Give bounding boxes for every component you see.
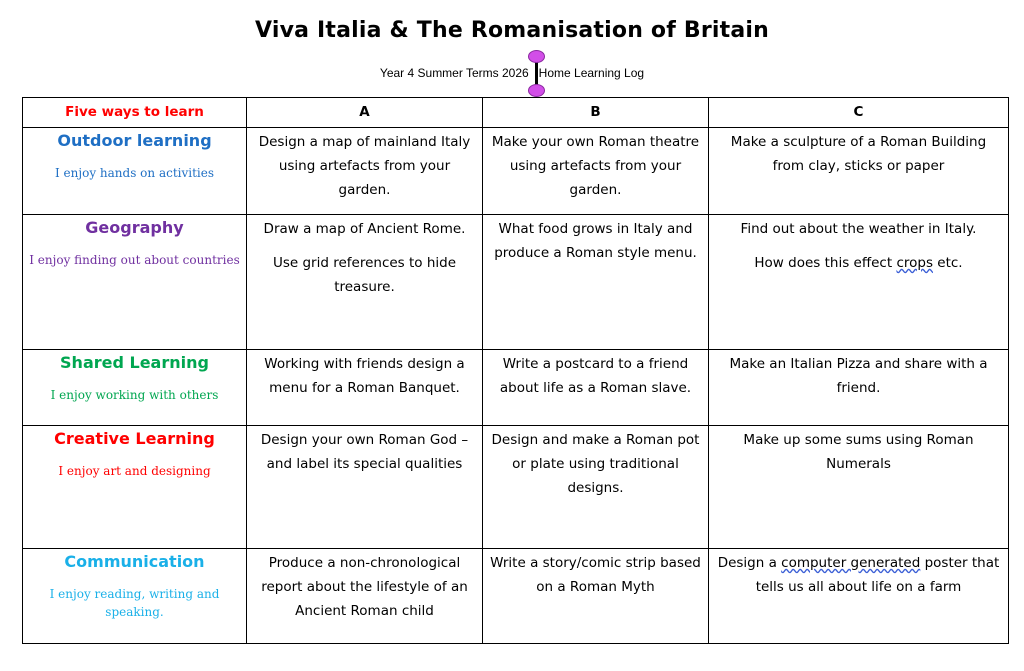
category-name: Creative Learning (54, 429, 215, 448)
category-geography (23, 215, 247, 350)
table-row-communication (23, 549, 1009, 644)
cell-text: poster that tells us all about life on a farm (755, 555, 1000, 595)
spellcheck-word[interactable]: crops (896, 255, 933, 271)
table-header-row (23, 98, 1009, 128)
document-title: Viva Italia & The Romanisation of Britain (255, 18, 769, 43)
cell-shared-c[interactable]: Make an Italian Pizza and share with a friend. (709, 350, 1009, 426)
cell-geography-c[interactable] (709, 215, 1009, 350)
category-desc: I enjoy hands on activities (54, 166, 215, 180)
subtitle-term: Year 4 Summer Terms 2026 (379, 66, 529, 80)
cell-text: How does this effect (754, 255, 897, 271)
cell-outdoor-a[interactable]: Design a map of mainland Italy using artefacts from your garden. (247, 128, 483, 215)
header-col-a: A (247, 98, 483, 128)
category-desc: I enjoy reading, writing and speaking. (49, 587, 220, 619)
category-name: Shared Learning (60, 353, 209, 372)
cell-communication-a[interactable]: Produce a non-chronological report about the lifestyle of an Ancient Roman child (247, 549, 483, 644)
cell-text: Draw a map of Ancient Rome. (263, 221, 466, 237)
table-row-shared (23, 350, 1009, 426)
header-col-c: C (709, 98, 1009, 128)
cell-text: Design a (717, 555, 782, 571)
category-communication (23, 549, 247, 644)
category-outdoor (23, 128, 247, 215)
header-five-ways: Five ways to learn (23, 98, 247, 128)
cell-geography-a[interactable] (247, 215, 483, 350)
category-name: Geography (85, 218, 184, 237)
cell-creative-c[interactable]: Make up some sums using Roman Numerals (709, 426, 1009, 549)
cell-text: Use grid references to hide treasure. (272, 255, 457, 295)
header-col-b: B (483, 98, 709, 128)
category-shared (23, 350, 247, 426)
cell-text: etc. (932, 255, 963, 271)
document-subtitle (0, 66, 1024, 80)
selection-handle-top[interactable] (528, 50, 545, 63)
cell-communication-c[interactable] (709, 549, 1009, 644)
table-row-geography (23, 215, 1009, 350)
cell-shared-b[interactable]: Write a postcard to a friend about life as a Roman slave. (483, 350, 709, 426)
table-row-creative (23, 426, 1009, 549)
spellcheck-phrase[interactable]: computer generated (781, 555, 921, 571)
cell-outdoor-c[interactable]: Make a sculpture of a Roman Building from clay, sticks or paper (709, 128, 1009, 215)
category-name: Communication (64, 552, 205, 571)
subtitle-log: Home Learning Log (538, 66, 645, 80)
cell-creative-a[interactable]: Design your own Roman God – and label its special qualities (247, 426, 483, 549)
cell-text-line (715, 251, 1002, 275)
cell-shared-a[interactable]: Working with friends design a menu for a Roman Banquet. (247, 350, 483, 426)
category-creative (23, 426, 247, 549)
table-row-outdoor (23, 128, 1009, 215)
category-name: Outdoor learning (57, 131, 212, 150)
cell-communication-b[interactable]: Write a story/comic strip based on a Roman Myth (483, 549, 709, 644)
category-desc: I enjoy art and designing (58, 464, 211, 478)
category-desc: I enjoy working with others (50, 388, 219, 402)
category-desc: I enjoy finding out about countries (29, 253, 240, 267)
selection-handle-bottom[interactable] (528, 84, 545, 97)
cell-outdoor-b[interactable]: Make your own Roman theatre using artefacts from your garden. (483, 128, 709, 215)
cell-creative-b[interactable]: Design and make a Roman pot or plate using traditional designs. (483, 426, 709, 549)
cell-text: Find out about the weather in Italy. (740, 221, 977, 237)
home-learning-table (22, 97, 1009, 644)
cell-geography-b[interactable]: What food grows in Italy and produce a Roman style menu. (483, 215, 709, 350)
